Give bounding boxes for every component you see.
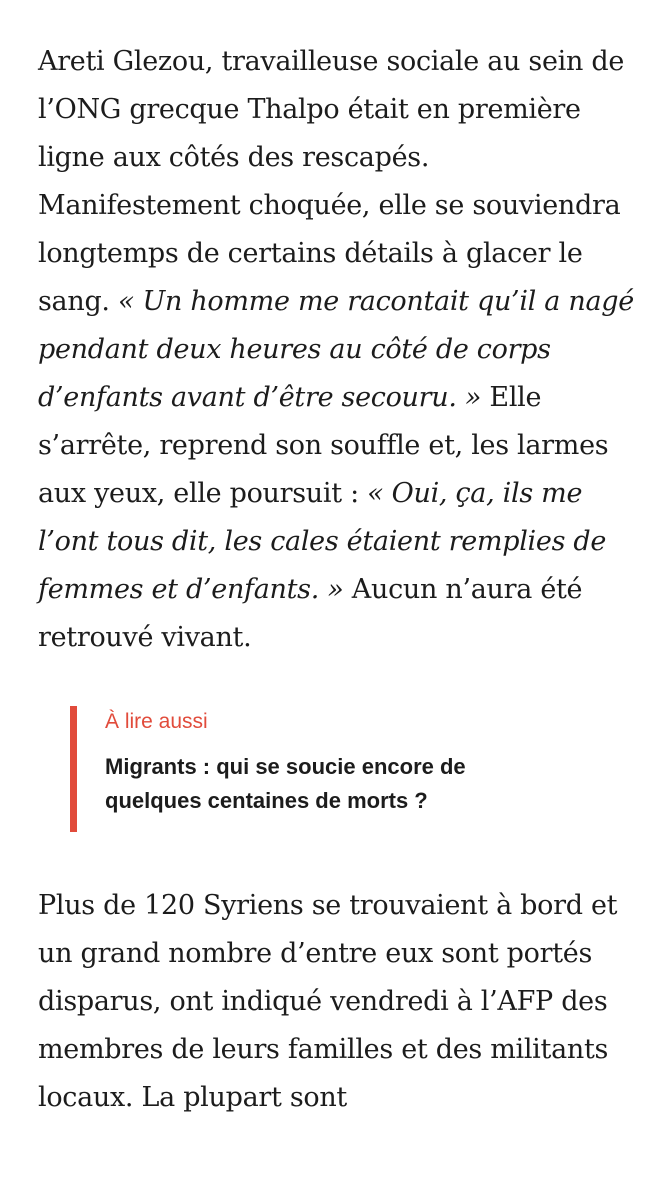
read-also-link[interactable]: Migrants : qui se soucie encore de quelques centaines de morts ? xyxy=(105,754,466,813)
article-body xyxy=(38,0,638,1122)
paragraph-text: Elle s’arrête, reprend son souffle et, les larmes aux yeux, elle poursuit : xyxy=(38,382,609,509)
paragraph-text: Areti Glezou, travailleuse sociale au sein de l’ONG grecque Thalpo était en première ligne aux côtés des rescapés. Manifestement choquée, elle se souviendra longtemps de certains détails à glacer le sang. xyxy=(38,46,624,317)
read-also-box xyxy=(70,706,638,832)
read-also-kicker: À lire aussi xyxy=(105,710,208,733)
quote-text: « Oui, ça, ils me l’ont tous dit, les cales étaient remplies de femmes et d’enfants. » xyxy=(38,478,607,605)
article-paragraph: Plus de 120 Syriens se trouvaient à bord et un grand nombre d’entre eux sont portés disparus, ont indiqué vendredi à l’AFP des membres de leurs familles et des militants locaux. La plupart sont xyxy=(38,890,618,1113)
quote-text: « Un homme me racontait qu’il a nagé pendant deux heures au côté de corps d’enfants avant d’être secouru. » xyxy=(38,286,634,413)
article-paragraph xyxy=(38,0,638,662)
paragraph-text: Aucun n’aura été retrouvé vivant. xyxy=(38,574,583,653)
